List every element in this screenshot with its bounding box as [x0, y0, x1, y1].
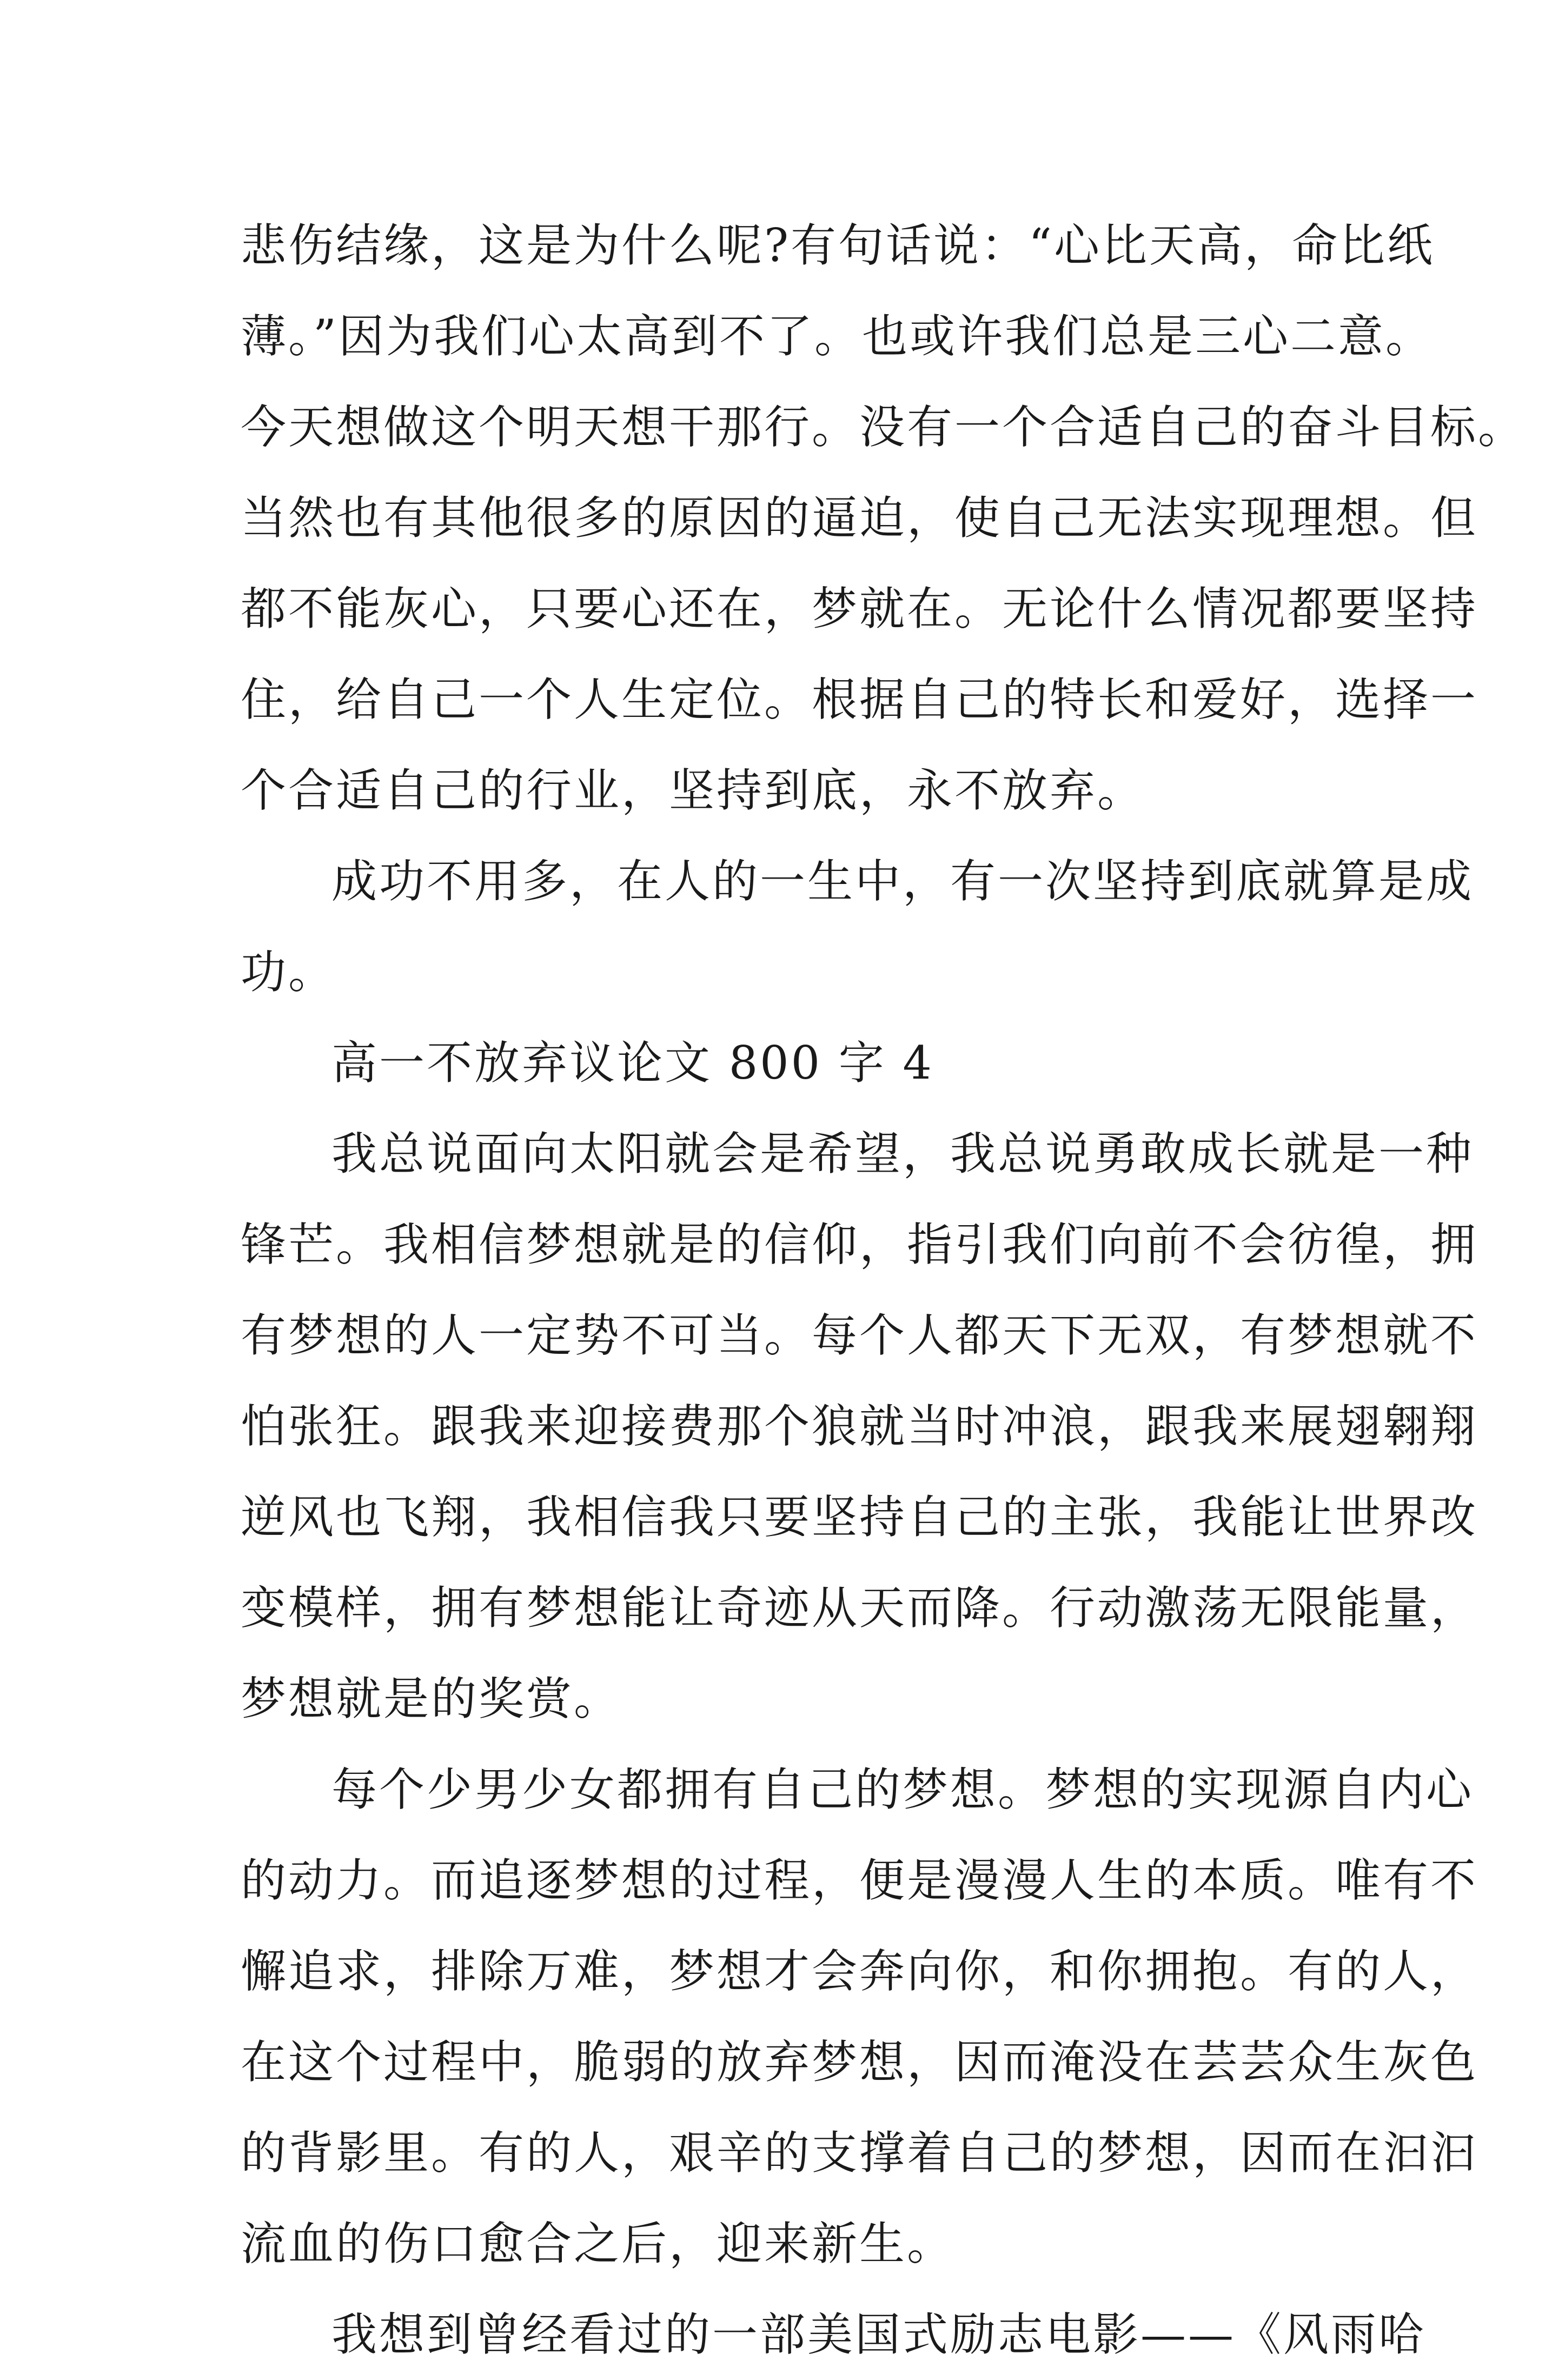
text-line: 今天想做这个明天想干那行。没有一个合适自己的奋斗目标。: [241, 401, 1526, 454]
text-line: 薄。”因为我们心太高到不了。也或许我们总是三心二意。: [241, 310, 1433, 363]
text-line: 变模样，拥有梦想能让奇迹从天而降。行动激荡无限能量，: [241, 1581, 1478, 1634]
text-line: 梦想就是的奖赏。: [241, 1672, 622, 1725]
text-line: 锋芒。我相信梦想就是的信仰，指引我们向前不会彷徨，拥: [241, 1218, 1478, 1271]
text-line: 的背影里。有的人，艰辛的支撑着自己的梦想，因而在汩汩: [241, 2126, 1478, 2179]
paragraph-first-line: 成功不用多，在人的一生中，有一次坚持到底就算是成: [331, 855, 1474, 908]
text-line: 都不能灰心，只要心还在，梦就在。无论什么情况都要坚持: [241, 582, 1478, 635]
text-line: 的动力。而追逐梦想的过程，便是漫漫人生的本质。唯有不: [241, 1854, 1478, 1907]
text-line: 怕张狂。跟我来迎接费那个狼就当时冲浪，跟我来展翅翱翔: [241, 1400, 1478, 1453]
text-line: 懈追求，排除万难，梦想才会奔向你，和你拥抱。有的人，: [241, 1945, 1478, 1998]
text-line: 逆风也飞翔，我相信我只要坚持自己的主张，我能让世界改: [241, 1491, 1478, 1544]
text-line: 住，给自己一个人生定位。根据自己的特长和爱好，选择一: [241, 673, 1478, 726]
text-line: 在这个过程中，脆弱的放弃梦想，因而淹没在芸芸众生灰色: [241, 2036, 1478, 2089]
document-body: [241, 200, 1526, 2380]
text-line: 有梦想的人一定势不可当。每个人都天下无双，有梦想就不: [241, 1309, 1478, 1362]
text-line: 悲伤结缘，这是为什么呢?有句话说：“心比天高，命比纸: [241, 219, 1435, 272]
paragraph-first-line: 我总说面向太阳就会是希望，我总说勇敢成长就是一种: [331, 1127, 1474, 1180]
text-line: 功。: [241, 946, 336, 999]
paragraph-first-line: 高一不放弃议论文 800 字 4: [331, 1036, 934, 1089]
text-line: 流血的伤口愈合之后，迎来新生。: [241, 2217, 955, 2270]
text-line: 个合适自己的行业，坚持到底，永不放弃。: [241, 764, 1145, 817]
paragraph-first-line: 每个少男少女都拥有自己的梦想。梦想的实现源自内心: [331, 1763, 1474, 1816]
text-line: 当然也有其他很多的原因的逼迫，使自己无法实现理想。但: [241, 491, 1478, 544]
paragraph-first-line: 我想到曾经看过的一部美国式励志电影——《风雨哈: [331, 2308, 1427, 2361]
